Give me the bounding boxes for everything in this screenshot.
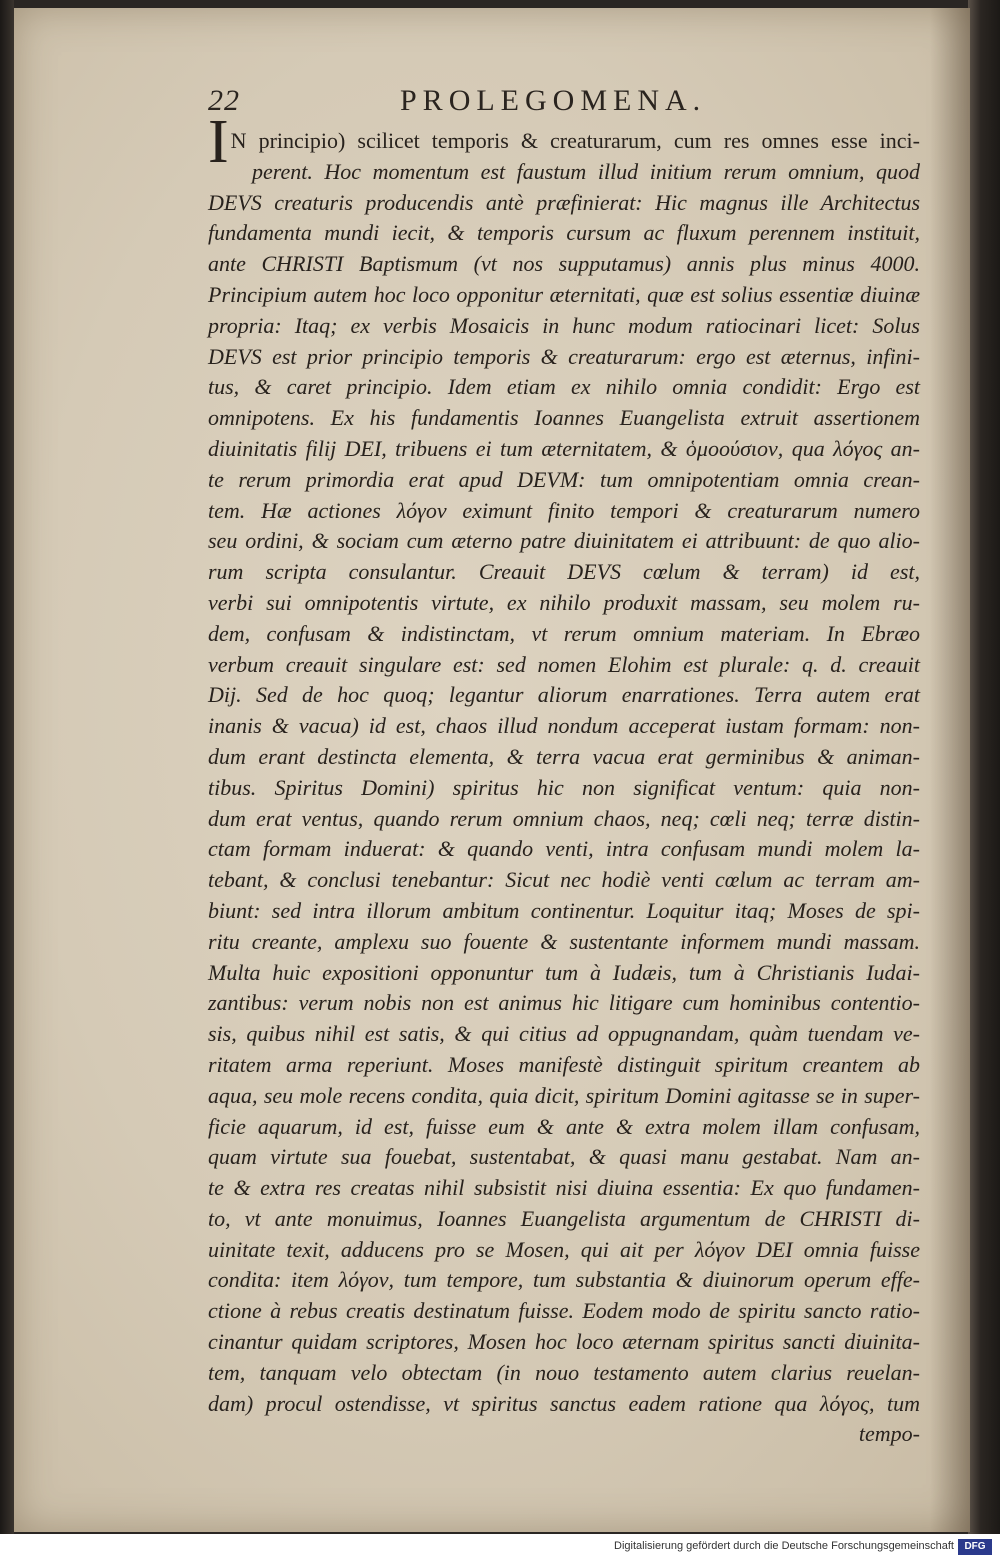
text-line: aqua, seu mole recens condita, quia dicit, spiritum Domini agitasse se in super- bbox=[208, 1082, 920, 1108]
text-line: tem. Hæ actiones λόγον eximunt finito tempori & creaturarum numero bbox=[208, 497, 920, 523]
text-line: ritatem arma reperiunt. Moses manifestè distinguit spiritum creantem ab bbox=[208, 1051, 920, 1077]
text-line: seu ordini, & sociam cum æterno patre diuinitatem ei attribuunt: de quo alio- bbox=[208, 528, 920, 554]
page-gutter-shadow bbox=[930, 8, 970, 1532]
text-line: fundamenta mundi iecit, & temporis cursum ac fluxum perennem instituit, bbox=[208, 220, 920, 246]
text-line: dum erant destincta elementa, & terra vacua erat germinibus & animan- bbox=[208, 743, 920, 769]
text-line: Dij. Sed de hoc quoq; legantur aliorum enarrationes. Terra autem erat bbox=[208, 682, 920, 708]
scan-edge-left bbox=[0, 0, 14, 1562]
text-line: perent. Hoc momentum est faustum illud initium rerum omnium, quod bbox=[252, 158, 920, 184]
text-line: propria: Itaq; ex verbis Mosaicis in hunc modum ratiocinari licet: Solus bbox=[208, 312, 920, 338]
text-line: DEVS est prior principio temporis & creaturarum: ergo est æternus, infini- bbox=[208, 343, 920, 369]
text-line: sis, quibus nihil est satis, & qui citius ad oppugnandam, quàm tuendam ve- bbox=[208, 1021, 920, 1047]
text-line: DEVS creaturis producendis antè præfinierat: Hic magnus ille Architectus bbox=[208, 189, 920, 215]
text-line: diuinitatis filij DEI, tribuens ei tum æternitatem, & ὁμοούσιον, qua λόγος an- bbox=[208, 435, 920, 461]
text-line: condita: item λόγον, tum tempore, tum substantia & diuinorum operum effe- bbox=[208, 1267, 920, 1293]
text-line: dum erat ventus, quando rerum omnium chaos, neq; cœli neq; terræ distin- bbox=[208, 805, 920, 831]
body-text bbox=[208, 108, 920, 1450]
text-line: biunt: sed intra illorum ambitum continentur. Loquitur itaq; Moses de spi- bbox=[208, 897, 920, 923]
page-number: 22 bbox=[208, 84, 240, 117]
text-line: Multa huic expositioni opponuntur tum à Iudæis, tum à Christianis Iudai- bbox=[208, 959, 920, 985]
text-line: dam) procul ostendisse, vt spiritus sanctus eadem ratione qua λόγος, tum bbox=[208, 1390, 920, 1416]
text-line: tem, tanquam velo obtectam (in nouo testamento autem clarius reuelan- bbox=[208, 1359, 920, 1385]
text-line: ctione à rebus creatis destinatum fuisse. Eodem modo de spiritu sancto ratio- bbox=[208, 1298, 920, 1324]
text-line: verbum creauit singulare est: sed nomen Elohim est plurale: q. d. creauit bbox=[208, 651, 920, 677]
running-title: PROLEGOMENA. bbox=[400, 84, 707, 117]
text-line: ficie aquarum, id est, fuisse eum & ante & extra molem illam confusam, bbox=[208, 1113, 920, 1139]
text-line: tibus. Spiritus Domini) spiritus hic non significat ventum: quia non- bbox=[208, 774, 920, 800]
text-line: te & extra res creatas nihil subsistit nisi diuina essentia: Ex quo fundamen- bbox=[208, 1175, 920, 1201]
text-line: ctam formam induerat: & quando venti, intra confusam mundi molem la- bbox=[208, 836, 920, 862]
text-line-rest: N principio) scilicet temporis & creaturarum, cum res omnes esse inci- bbox=[230, 128, 920, 153]
text-line: cinantur quidam scriptores, Mosen hoc loco æternam spiritus sancti diuinita- bbox=[208, 1329, 920, 1355]
text-line: to, vt ante monuimus, Ioannes Euangelista argumentum de CHRISTI di- bbox=[208, 1205, 920, 1231]
text-line: rum scripta consulantur. Creauit DEVS cœlum & terram) id est, bbox=[208, 559, 920, 585]
page-header bbox=[208, 84, 948, 124]
text-line: tus, & caret principio. Idem etiam ex nihilo omnia condidit: Ergo est bbox=[208, 374, 920, 400]
text-line: dem, confusam & indistinctam, vt rerum omnium materiam. In Ebræo bbox=[208, 620, 920, 646]
text-line: verbi sui omnipotentis virtute, ex nihilo produxit massam, seu molem ru- bbox=[208, 589, 920, 615]
scan-edge-right bbox=[968, 0, 1000, 1562]
footer-bar bbox=[0, 1534, 1000, 1562]
text-line: uinitate texit, adducens pro se Mosen, qui ait per λόγον DEI omnia fuisse bbox=[208, 1236, 920, 1262]
text-line: tempo- bbox=[858, 1421, 920, 1447]
text-line: ante CHRISTI Baptismum (vt nos supputamus) annis plus minus 4000. bbox=[208, 251, 920, 277]
text-line: ritu creante, amplexu suo fouente & sustentante informem mundi massam. bbox=[208, 928, 920, 954]
text-line: zantibus: verum nobis non est animus hic litigare cum hominibus contentio- bbox=[208, 990, 920, 1016]
drop-cap: I bbox=[208, 108, 229, 176]
dfg-logo-icon: DFG bbox=[958, 1539, 992, 1555]
text-line: omnipotens. Ex his fundamentis Ioannes Euangelista extruit assertionem bbox=[208, 405, 920, 431]
text-line: Principium autem hoc loco opponitur æternitati, quæ est solius essentiæ diuinæ bbox=[208, 281, 920, 307]
text-line: inanis & vacua) id est, chaos illud nondum acceperat iustam formam: non- bbox=[208, 713, 920, 739]
digitization-credit: Digitalisierung gefördert durch die Deutsche Forschungsgemeinschaft bbox=[614, 1540, 954, 1552]
text-line: quam virtute sua fouebat, sustentabat, & quasi manu gestabat. Nam an- bbox=[208, 1144, 920, 1170]
text-line: te rerum primordia erat apud DEVM: tum omnipotentiam omnia crean- bbox=[208, 466, 920, 492]
text-line: tebant, & conclusi tenebantur: Sicut nec hodiè venti cœlum ac terram am- bbox=[208, 867, 920, 893]
